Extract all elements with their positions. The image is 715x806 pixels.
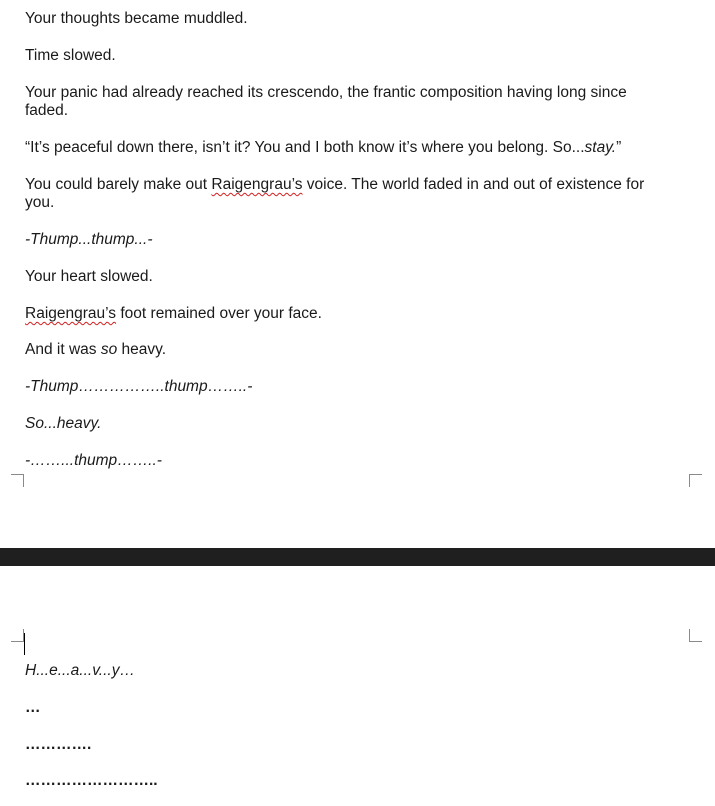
paragraph[interactable]: …………. xyxy=(25,736,92,753)
paragraph[interactable]: So...heavy. xyxy=(25,415,102,432)
text-run: so xyxy=(100,341,118,358)
text-run: voice. The world faded in and out of existence for you. xyxy=(25,176,649,211)
text-run: You could barely make out xyxy=(25,176,212,193)
misspelled-word: Raigengrau’s xyxy=(25,305,117,322)
document-page-lower[interactable] xyxy=(0,566,715,806)
paragraph[interactable]: Your panic had already reached its crescendo, the frantic composition having long since faded. xyxy=(25,84,632,119)
page-break-gap xyxy=(0,548,715,566)
paragraph[interactable]: Time slowed. xyxy=(25,47,116,64)
paragraph[interactable]: -Thump……………..thump……..- xyxy=(25,378,253,395)
margin-corner-bottom-right xyxy=(689,474,702,487)
text-run: foot remained over your face. xyxy=(116,305,322,322)
text-run: stay. xyxy=(584,139,617,156)
paragraph[interactable] xyxy=(25,176,665,212)
paragraph[interactable]: Your heart slowed. xyxy=(25,268,153,285)
margin-corner-top-left xyxy=(11,629,24,642)
text-run: And it was xyxy=(25,341,101,358)
paragraph[interactable]: Your thoughts became muddled. xyxy=(25,10,248,27)
paragraph[interactable]: …………………….. xyxy=(25,772,158,789)
paragraph[interactable]: … xyxy=(25,699,41,716)
paragraph[interactable] xyxy=(25,341,665,359)
text-run: heavy. xyxy=(117,341,167,358)
paragraph[interactable] xyxy=(25,305,665,323)
text-run: ” xyxy=(616,139,622,156)
misspelled-word: Raigengrau’s xyxy=(211,176,303,193)
margin-corner-bottom-left xyxy=(11,474,24,487)
margin-corner-top-right xyxy=(689,629,702,642)
paragraph[interactable]: -……...thump……..- xyxy=(25,452,162,469)
paragraph[interactable]: H...e...a...v...y… xyxy=(25,662,135,679)
text-run: “It’s peaceful down there, isn’t it? You and I both know it’s where you belong. So... xyxy=(25,139,585,156)
paragraph[interactable] xyxy=(25,139,665,157)
text-cursor xyxy=(24,633,25,655)
paragraph[interactable]: -Thump...thump...- xyxy=(25,231,153,248)
